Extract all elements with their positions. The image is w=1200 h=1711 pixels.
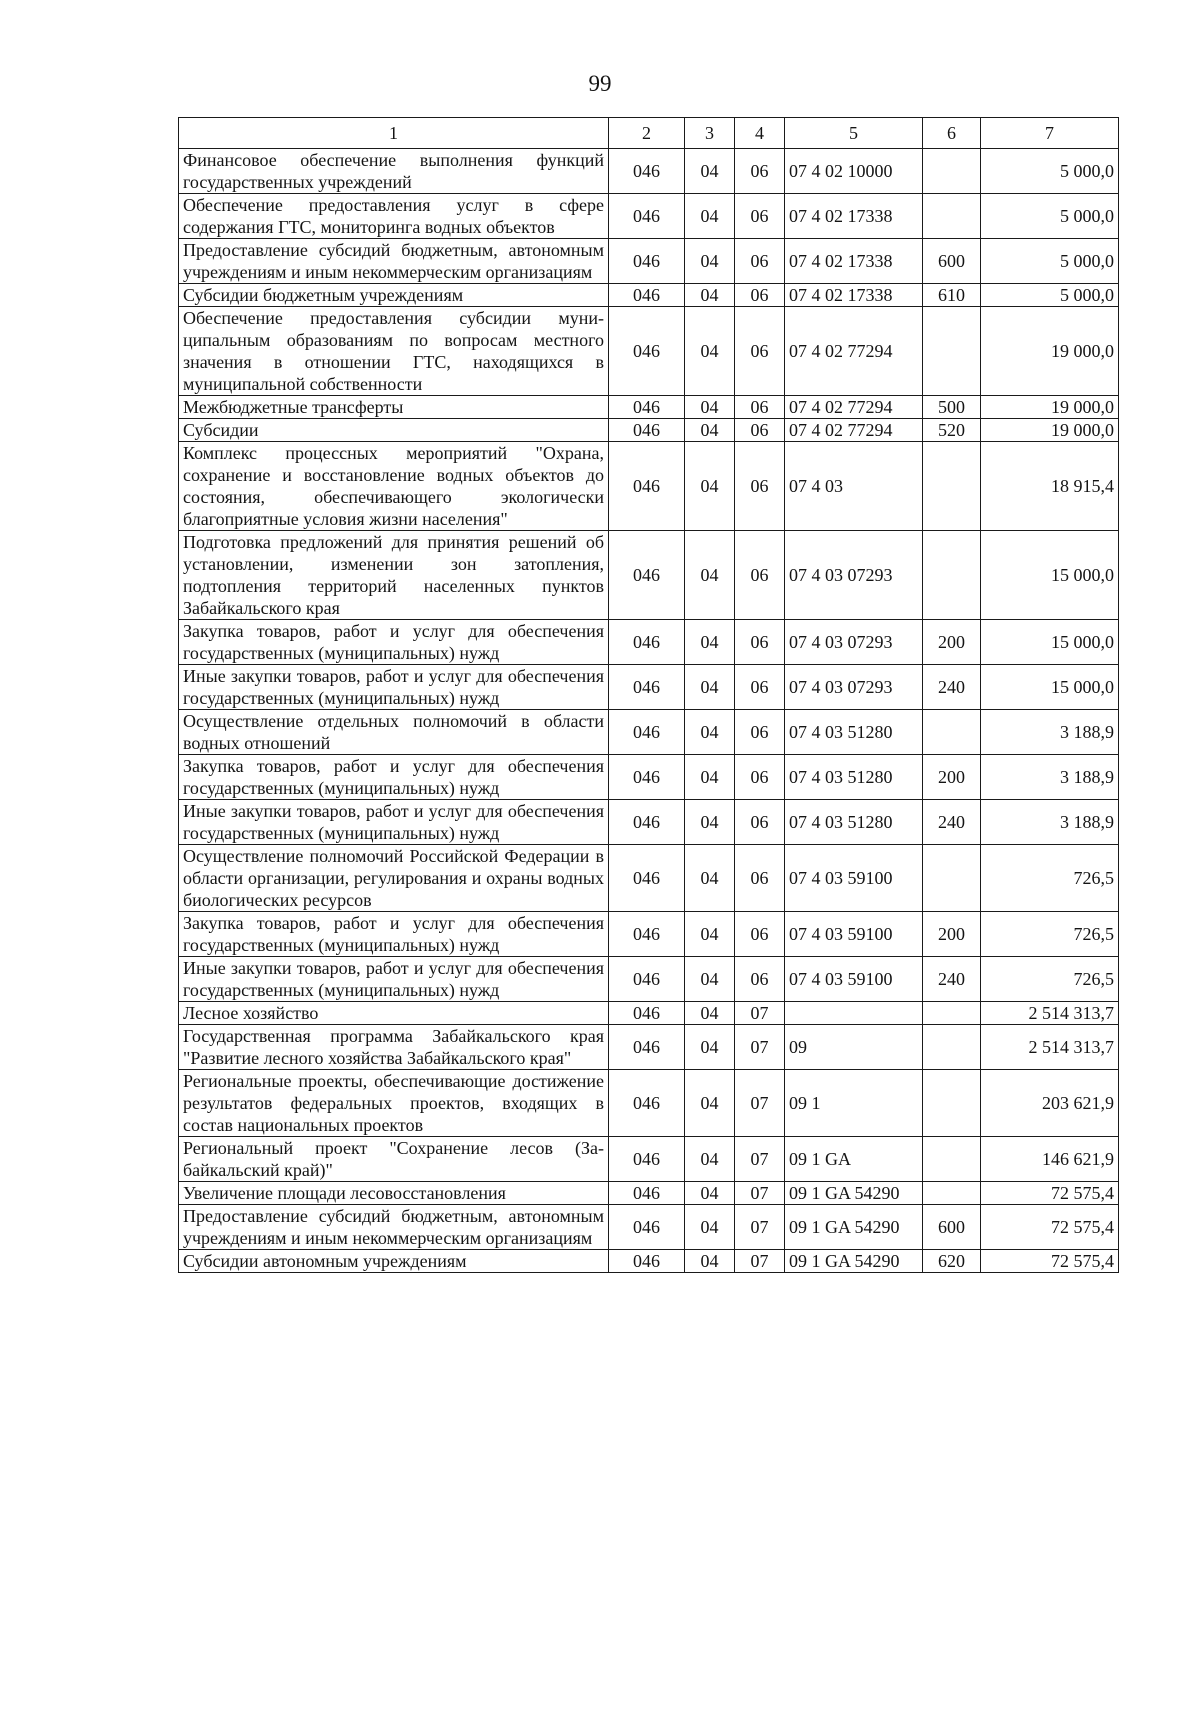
section-code: 04 [685, 149, 735, 194]
admin-code: 046 [609, 442, 685, 531]
row-name: Региональный проект "Сохранение лесов (Забайкальский край)" [179, 1137, 609, 1182]
target-article-code: 07 4 03 51280 [785, 710, 923, 755]
target-article-code: 07 4 02 17338 [785, 239, 923, 284]
table-row [179, 307, 1119, 396]
subsection-code: 06 [735, 442, 785, 531]
admin-code: 046 [609, 1137, 685, 1182]
admin-code: 046 [609, 284, 685, 307]
section-code: 04 [685, 1002, 735, 1025]
admin-code: 046 [609, 531, 685, 620]
row-name: Субсидии бюджетным учреждениям [179, 284, 609, 307]
row-name: Межбюджетные трансферты [179, 396, 609, 419]
expense-type-code [923, 442, 981, 531]
subsection-code: 06 [735, 419, 785, 442]
amount-value: 72 575,4 [981, 1205, 1119, 1250]
subsection-code: 07 [735, 1002, 785, 1025]
row-name: Закупка товаров, работ и услуг для обеспечения государственных (муниципальных) нужд [179, 912, 609, 957]
subsection-code: 06 [735, 912, 785, 957]
expense-type-code: 200 [923, 755, 981, 800]
subsection-code: 06 [735, 620, 785, 665]
table-row [179, 665, 1119, 710]
expense-type-code: 240 [923, 800, 981, 845]
section-code: 04 [685, 1025, 735, 1070]
table-row [179, 396, 1119, 419]
target-article-code: 09 1 GA 54290 [785, 1205, 923, 1250]
column-header-1: 1 [179, 118, 609, 149]
section-code: 04 [685, 1250, 735, 1273]
row-name: Финансовое обеспечение выполнения функций государственных учреждений [179, 149, 609, 194]
amount-value: 72 575,4 [981, 1182, 1119, 1205]
amount-value: 146 621,9 [981, 1137, 1119, 1182]
subsection-code: 07 [735, 1182, 785, 1205]
target-article-code: 09 1 GA [785, 1137, 923, 1182]
table-row [179, 1025, 1119, 1070]
target-article-code: 09 [785, 1025, 923, 1070]
table-row [179, 912, 1119, 957]
target-article-code: 07 4 02 10000 [785, 149, 923, 194]
amount-value: 72 575,4 [981, 1250, 1119, 1273]
target-article-code: 07 4 02 77294 [785, 419, 923, 442]
section-code: 04 [685, 419, 735, 442]
column-header-4: 4 [735, 118, 785, 149]
amount-value: 726,5 [981, 957, 1119, 1002]
section-code: 04 [685, 307, 735, 396]
amount-value: 5 000,0 [981, 284, 1119, 307]
target-article-code: 07 4 02 17338 [785, 284, 923, 307]
section-code: 04 [685, 1137, 735, 1182]
amount-value: 726,5 [981, 912, 1119, 957]
target-article-code [785, 1002, 923, 1025]
target-article-code: 09 1 GA 54290 [785, 1250, 923, 1273]
row-name: Субсидии [179, 419, 609, 442]
admin-code: 046 [609, 800, 685, 845]
column-header-5: 5 [785, 118, 923, 149]
admin-code: 046 [609, 239, 685, 284]
subsection-code: 07 [735, 1205, 785, 1250]
section-code: 04 [685, 912, 735, 957]
target-article-code: 07 4 03 59100 [785, 912, 923, 957]
row-name: Предоставление субсидий бюджетным, автономным учреждениям и иным некоммерческим организациям [179, 239, 609, 284]
amount-value: 19 000,0 [981, 396, 1119, 419]
target-article-code: 07 4 03 07293 [785, 531, 923, 620]
amount-value: 3 188,9 [981, 800, 1119, 845]
expense-type-code: 240 [923, 957, 981, 1002]
row-name: Закупка товаров, работ и услуг для обеспечения государственных (муниципальных) нужд [179, 620, 609, 665]
target-article-code: 09 1 [785, 1070, 923, 1137]
subsection-code: 06 [735, 665, 785, 710]
admin-code: 046 [609, 1205, 685, 1250]
amount-value: 18 915,4 [981, 442, 1119, 531]
expense-type-code [923, 1137, 981, 1182]
expense-type-code [923, 1025, 981, 1070]
admin-code: 046 [609, 665, 685, 710]
amount-value: 19 000,0 [981, 419, 1119, 442]
row-name: Иные закупки товаров, работ и услуг для обеспечения государственных (муниципальных) нужд [179, 665, 609, 710]
amount-value: 726,5 [981, 845, 1119, 912]
subsection-code: 06 [735, 194, 785, 239]
subsection-code: 06 [735, 957, 785, 1002]
admin-code: 046 [609, 194, 685, 239]
expense-type-code [923, 1002, 981, 1025]
expense-type-code [923, 307, 981, 396]
table-row [179, 531, 1119, 620]
column-header-3: 3 [685, 118, 735, 149]
target-article-code: 07 4 03 59100 [785, 957, 923, 1002]
row-name: Региональные проекты, обеспечивающие достижение результатов федеральных проектов, входящих в состав национальных проектов [179, 1070, 609, 1137]
expense-type-code: 200 [923, 620, 981, 665]
amount-value: 3 188,9 [981, 710, 1119, 755]
table-row [179, 419, 1119, 442]
amount-value: 203 621,9 [981, 1070, 1119, 1137]
section-code: 04 [685, 620, 735, 665]
amount-value: 5 000,0 [981, 239, 1119, 284]
section-code: 04 [685, 1205, 735, 1250]
row-name: Обеспечение предоставления субсидии муниципальным образованиям по вопросам местного значения в отношении ГТС, находящихся в муниципальной собственности [179, 307, 609, 396]
expense-type-code: 240 [923, 665, 981, 710]
section-code: 04 [685, 1182, 735, 1205]
admin-code: 046 [609, 755, 685, 800]
expense-type-code [923, 1182, 981, 1205]
subsection-code: 06 [735, 239, 785, 284]
section-code: 04 [685, 800, 735, 845]
subsection-code: 06 [735, 396, 785, 419]
expense-type-code: 200 [923, 912, 981, 957]
admin-code: 046 [609, 396, 685, 419]
amount-value: 15 000,0 [981, 665, 1119, 710]
row-name: Обеспечение предоставления услуг в сфере содержания ГТС, мониторинга водных объектов [179, 194, 609, 239]
table-row [179, 1205, 1119, 1250]
section-code: 04 [685, 396, 735, 419]
amount-value: 5 000,0 [981, 194, 1119, 239]
subsection-code: 06 [735, 531, 785, 620]
budget-table [178, 117, 1119, 1273]
section-code: 04 [685, 284, 735, 307]
table-row [179, 1250, 1119, 1273]
expense-type-code: 610 [923, 284, 981, 307]
expense-type-code: 500 [923, 396, 981, 419]
row-name: Подготовка предложений для принятия решений об установлении, изменении зон затопления, подтопления территорий населенных пунктов Забайкальского края [179, 531, 609, 620]
section-code: 04 [685, 531, 735, 620]
subsection-code: 06 [735, 149, 785, 194]
admin-code: 046 [609, 845, 685, 912]
admin-code: 046 [609, 149, 685, 194]
amount-value: 3 188,9 [981, 755, 1119, 800]
section-code: 04 [685, 710, 735, 755]
admin-code: 046 [609, 419, 685, 442]
expense-type-code [923, 149, 981, 194]
section-code: 04 [685, 442, 735, 531]
admin-code: 046 [609, 912, 685, 957]
expense-type-code [923, 194, 981, 239]
row-name: Осуществление полномочий Российской Федерации в области организации, регулирования и охраны водных биологических ресурсов [179, 845, 609, 912]
table-row [179, 845, 1119, 912]
subsection-code: 06 [735, 710, 785, 755]
admin-code: 046 [609, 620, 685, 665]
table-row [179, 620, 1119, 665]
table-header-row [179, 118, 1119, 149]
column-header-2: 2 [609, 118, 685, 149]
amount-value: 15 000,0 [981, 531, 1119, 620]
table-row [179, 1070, 1119, 1137]
admin-code: 046 [609, 1250, 685, 1273]
table-row [179, 957, 1119, 1002]
section-code: 04 [685, 755, 735, 800]
subsection-code: 06 [735, 307, 785, 396]
admin-code: 046 [609, 1002, 685, 1025]
target-article-code: 07 4 03 51280 [785, 755, 923, 800]
expense-type-code: 600 [923, 239, 981, 284]
row-name: Предоставление субсидий бюджетным, автономным учреждениям и иным некоммерческим организациям [179, 1205, 609, 1250]
table-row [179, 755, 1119, 800]
expense-type-code [923, 845, 981, 912]
admin-code: 046 [609, 1182, 685, 1205]
row-name: Субсидии автономным учреждениям [179, 1250, 609, 1273]
admin-code: 046 [609, 1070, 685, 1137]
page-number: 99 [588, 71, 612, 96]
subsection-code: 06 [735, 284, 785, 307]
expense-type-code: 620 [923, 1250, 981, 1273]
target-article-code: 07 4 02 77294 [785, 307, 923, 396]
admin-code: 046 [609, 1025, 685, 1070]
row-name: Иные закупки товаров, работ и услуг для обеспечения государственных (муниципальных) нужд [179, 800, 609, 845]
table-body [179, 149, 1119, 1273]
section-code: 04 [685, 957, 735, 1002]
row-name: Государственная программа Забайкальского края "Развитие лесного хозяйства Забайкальского края" [179, 1025, 609, 1070]
subsection-code: 06 [735, 800, 785, 845]
section-code: 04 [685, 845, 735, 912]
admin-code: 046 [609, 957, 685, 1002]
target-article-code: 07 4 03 [785, 442, 923, 531]
table-row [179, 284, 1119, 307]
table-row [179, 1002, 1119, 1025]
target-article-code: 07 4 03 07293 [785, 620, 923, 665]
admin-code: 046 [609, 710, 685, 755]
section-code: 04 [685, 239, 735, 284]
row-name: Комплекс процессных мероприятий "Охрана, сохранение и восстановление водных объектов до состояния, обеспечивающего экологически благоприятные условия жизни населения" [179, 442, 609, 531]
section-code: 04 [685, 194, 735, 239]
amount-value: 15 000,0 [981, 620, 1119, 665]
amount-value: 19 000,0 [981, 307, 1119, 396]
target-article-code: 07 4 03 51280 [785, 800, 923, 845]
subsection-code: 07 [735, 1250, 785, 1273]
target-article-code: 07 4 02 77294 [785, 396, 923, 419]
table-row [179, 1137, 1119, 1182]
target-article-code: 07 4 02 17338 [785, 194, 923, 239]
row-name: Осуществление отдельных полномочий в области водных отношений [179, 710, 609, 755]
table-row [179, 710, 1119, 755]
expense-type-code [923, 531, 981, 620]
amount-value: 5 000,0 [981, 149, 1119, 194]
row-name: Закупка товаров, работ и услуг для обеспечения государственных (муниципальных) нужд [179, 755, 609, 800]
subsection-code: 06 [735, 755, 785, 800]
amount-value: 2 514 313,7 [981, 1002, 1119, 1025]
subsection-code: 07 [735, 1070, 785, 1137]
subsection-code: 06 [735, 845, 785, 912]
admin-code: 046 [609, 307, 685, 396]
table-row [179, 149, 1119, 194]
subsection-code: 07 [735, 1137, 785, 1182]
subsection-code: 07 [735, 1025, 785, 1070]
expense-type-code: 600 [923, 1205, 981, 1250]
target-article-code: 07 4 03 59100 [785, 845, 923, 912]
target-article-code: 09 1 GA 54290 [785, 1182, 923, 1205]
row-name: Увеличение площади лесовосстановления [179, 1182, 609, 1205]
column-header-6: 6 [923, 118, 981, 149]
expense-type-code: 520 [923, 419, 981, 442]
expense-type-code [923, 1070, 981, 1137]
table-row [179, 1182, 1119, 1205]
column-header-7: 7 [981, 118, 1119, 149]
row-name: Лесное хозяйство [179, 1002, 609, 1025]
table-row [179, 442, 1119, 531]
target-article-code: 07 4 03 07293 [785, 665, 923, 710]
table-row [179, 800, 1119, 845]
row-name: Иные закупки товаров, работ и услуг для обеспечения государственных (муниципальных) нужд [179, 957, 609, 1002]
expense-type-code [923, 710, 981, 755]
section-code: 04 [685, 665, 735, 710]
table-row [179, 194, 1119, 239]
section-code: 04 [685, 1070, 735, 1137]
table-row [179, 239, 1119, 284]
amount-value: 2 514 313,7 [981, 1025, 1119, 1070]
